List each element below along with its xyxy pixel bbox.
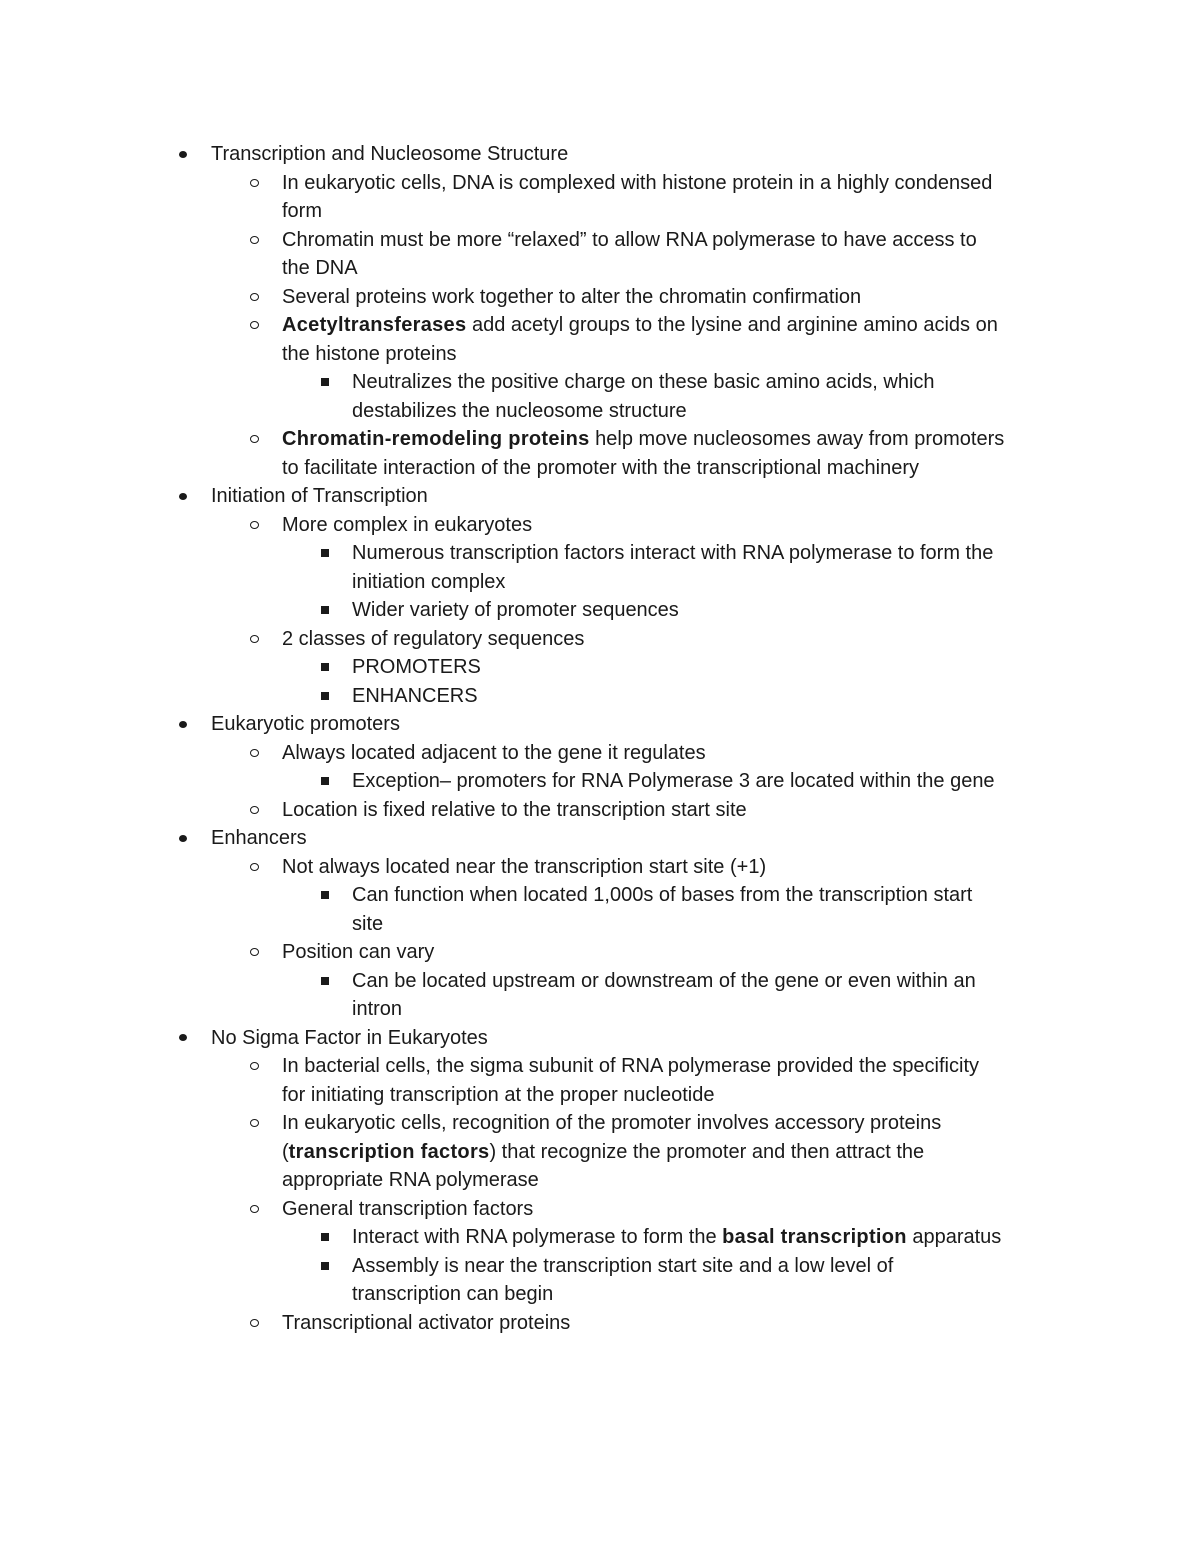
list-item-continuation xyxy=(0,454,1200,483)
list-item-text: Location is fixed relative to the transcription start site xyxy=(282,798,747,821)
list-item-text: In bacterial cells, the sigma subunit of RNA polymerase provided the specificity xyxy=(282,1055,980,1077)
list-item-level-3 xyxy=(0,881,1200,910)
list-item-level-2 xyxy=(0,511,1200,540)
list-item-text: add acetyl groups to the lysine and arginine amino acids on xyxy=(466,314,998,336)
list-item-text: Wider variety of promoter sequences xyxy=(352,599,679,621)
bullet-dot-icon xyxy=(176,140,190,169)
list-item-continuation xyxy=(0,397,1200,426)
list-item-level-2 xyxy=(0,1052,1200,1081)
list-item-continuation xyxy=(0,1280,1200,1309)
bullet-square-icon xyxy=(318,539,332,568)
list-item-continuation xyxy=(0,910,1200,939)
list-item-text: for initiating transcription at the proper nucleotide xyxy=(282,1083,715,1106)
bullet-circle-icon xyxy=(247,511,261,540)
list-item-text: Not always located near the transcription start site (+1) xyxy=(282,855,767,878)
list-item-continuation xyxy=(0,197,1200,226)
list-item-text: ( xyxy=(282,1140,289,1163)
list-item-level-3 xyxy=(0,368,1200,397)
list-item-level-2 xyxy=(0,796,1200,825)
list-item-text: Exception– promoters for RNA Polymerase 3 are located within the gene xyxy=(352,770,995,792)
bold-term: basal transcription xyxy=(722,1226,907,1248)
list-item-text: the DNA xyxy=(282,257,358,279)
list-item-text: In eukaryotic cells, recognition of the promoter involves accessory proteins xyxy=(282,1112,942,1134)
list-item-text: apparatus xyxy=(906,1226,1002,1248)
list-item-text: Enhancers xyxy=(211,827,307,849)
list-item-text: General transcription factors xyxy=(282,1197,534,1220)
list-item-level-1 xyxy=(0,1024,1200,1053)
list-item-level-3 xyxy=(0,539,1200,568)
bullet-square-icon xyxy=(318,881,332,910)
list-item-text: In eukaryotic cells, DNA is complexed with histone protein in a highly condensed xyxy=(282,171,993,194)
bullet-dot-icon xyxy=(176,482,190,511)
list-item-text: Transcriptional activator proteins xyxy=(282,1311,571,1334)
bullet-circle-icon xyxy=(247,739,261,768)
list-item-text: Transcription and Nucleosome Structure xyxy=(211,143,569,165)
list-item-level-3 xyxy=(0,1252,1200,1281)
list-item-text: initiation complex xyxy=(352,570,506,593)
bullet-square-icon xyxy=(318,767,332,796)
list-item-text: site xyxy=(352,912,384,935)
list-item-text: No Sigma Factor in Eukaryotes xyxy=(211,1026,488,1049)
list-item-level-1 xyxy=(0,710,1200,739)
list-item-text: appropriate RNA polymerase xyxy=(282,1169,539,1191)
list-item-text: Several proteins work together to alter the chromatin confirmation xyxy=(282,285,862,308)
list-item-text: Neutralizes the positive charge on these basic amino acids, which xyxy=(352,371,935,393)
list-item-text: form xyxy=(282,200,322,222)
bold-term: transcription factors xyxy=(288,1140,490,1163)
list-item-level-1 xyxy=(0,824,1200,853)
list-item-level-2 xyxy=(0,169,1200,198)
list-item-level-3 xyxy=(0,1223,1200,1252)
list-item-text: Position can vary xyxy=(282,941,435,963)
list-item-level-2 xyxy=(0,425,1200,454)
bullet-dot-icon xyxy=(176,710,190,739)
list-item-text: Assembly is near the transcription start site and a low level of xyxy=(352,1254,894,1277)
list-item-level-2 xyxy=(0,853,1200,882)
bullet-circle-icon xyxy=(247,853,261,882)
bullet-circle-icon xyxy=(247,1309,261,1338)
bullet-circle-icon xyxy=(247,1109,261,1138)
bold-term: Acetyltransferases xyxy=(282,314,467,336)
bullet-circle-icon xyxy=(247,938,261,967)
document-page xyxy=(0,140,1200,1337)
bullet-square-icon xyxy=(318,682,332,711)
list-item-level-3 xyxy=(0,596,1200,625)
list-item-level-2 xyxy=(0,1309,1200,1338)
list-item-level-3 xyxy=(0,682,1200,711)
list-item-level-2 xyxy=(0,283,1200,312)
list-item-continuation xyxy=(0,1081,1200,1110)
list-item-text: Can function when located 1,000s of bases from the transcription start xyxy=(352,884,973,906)
bullet-circle-icon xyxy=(247,1195,261,1224)
bullet-circle-icon xyxy=(247,796,261,825)
list-item-text: Interact with RNA polymerase to form the xyxy=(352,1226,723,1248)
bullet-circle-icon xyxy=(247,283,261,312)
bullet-square-icon xyxy=(318,967,332,996)
list-item-text: destabilizes the nucleosome structure xyxy=(352,399,687,422)
list-item-text: ) that recognize the promoter and then attract the xyxy=(489,1140,925,1163)
list-item-level-2 xyxy=(0,311,1200,340)
list-item-text: Always located adjacent to the gene it regulates xyxy=(282,741,706,764)
list-item-continuation xyxy=(0,995,1200,1024)
bullet-dot-icon xyxy=(176,824,190,853)
bullet-circle-icon xyxy=(247,1052,261,1081)
list-item-level-2 xyxy=(0,226,1200,255)
list-item-text: ENHANCERS xyxy=(352,684,478,707)
bullet-circle-icon xyxy=(247,425,261,454)
list-item-level-2 xyxy=(0,1109,1200,1138)
list-item-level-2 xyxy=(0,1195,1200,1224)
list-item-text: Chromatin must be more “relaxed” to allow RNA polymerase to have access to xyxy=(282,228,977,251)
list-item-text: transcription can begin xyxy=(352,1283,554,1305)
list-item-text: help move nucleosomes away from promoters xyxy=(589,428,1005,450)
bullet-square-icon xyxy=(318,653,332,682)
bold-term: Chromatin-remodeling proteins xyxy=(282,428,590,450)
bullet-circle-icon xyxy=(247,169,261,198)
bullet-square-icon xyxy=(318,368,332,397)
list-item-level-3 xyxy=(0,767,1200,796)
bullet-circle-icon xyxy=(247,311,261,340)
list-item-continuation xyxy=(0,568,1200,597)
list-item-level-1 xyxy=(0,140,1200,169)
list-item-text: Can be located upstream or downstream of the gene or even within an xyxy=(352,969,976,992)
list-item-text: 2 classes of regulatory sequences xyxy=(282,627,585,650)
list-item-level-2 xyxy=(0,938,1200,967)
list-item-text: to facilitate interaction of the promoter with the transcriptional machinery xyxy=(282,456,919,479)
list-item-level-2 xyxy=(0,625,1200,654)
list-item-text: the histone proteins xyxy=(282,342,457,365)
list-item-text: PROMOTERS xyxy=(352,656,481,678)
list-item-continuation xyxy=(0,1166,1200,1195)
list-item-text: Numerous transcription factors interact with RNA polymerase to form the xyxy=(352,542,994,564)
list-item-level-2 xyxy=(0,739,1200,768)
list-item-level-3 xyxy=(0,967,1200,996)
bullet-square-icon xyxy=(318,596,332,625)
list-item-continuation xyxy=(0,254,1200,283)
bullet-square-icon xyxy=(318,1252,332,1281)
list-item-text: More complex in eukaryotes xyxy=(282,513,533,536)
bullet-dot-icon xyxy=(176,1024,190,1053)
list-item-continuation xyxy=(0,1138,1200,1167)
bullet-circle-icon xyxy=(247,625,261,654)
list-item-level-3 xyxy=(0,653,1200,682)
bullet-square-icon xyxy=(318,1223,332,1252)
list-item-text: Eukaryotic promoters xyxy=(211,713,400,735)
list-item-text: Initiation of Transcription xyxy=(211,485,428,507)
list-item-text: intron xyxy=(352,998,403,1020)
bullet-circle-icon xyxy=(247,226,261,255)
list-item-continuation xyxy=(0,340,1200,369)
list-item-level-1 xyxy=(0,482,1200,511)
